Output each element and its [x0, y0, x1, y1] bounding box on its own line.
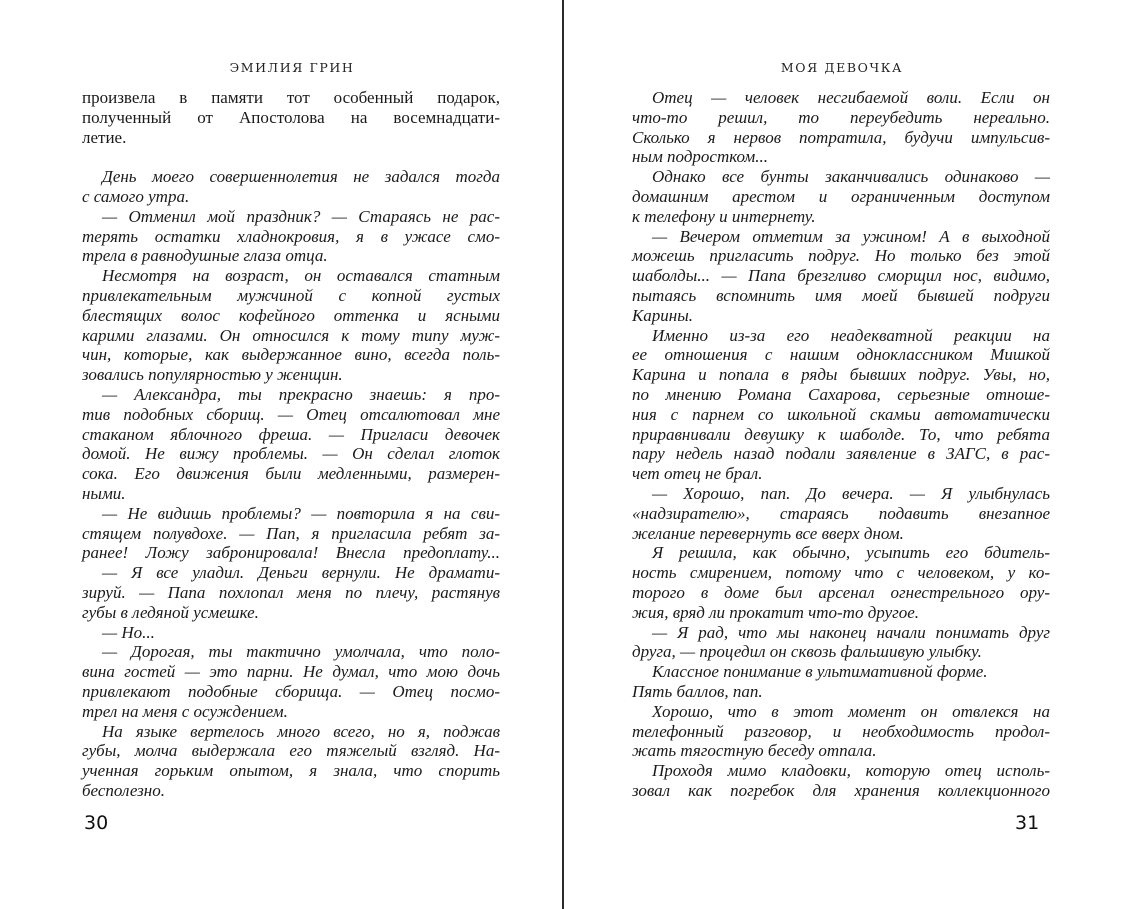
text-line: Хорошо, что в этот момент он отвлекся на	[652, 701, 1050, 721]
text-line: Отец — человек несгибаемой воли. Если он	[652, 88, 1050, 107]
text-line: ным подростком...	[632, 147, 768, 167]
text-line: Сколько я нервов потратила, будучи импульсив-	[632, 127, 1050, 147]
text-line: Пять баллов, пап.	[632, 681, 763, 701]
paragraph-gap	[82, 147, 500, 167]
text-line: — Я рад, что мы наконец начали понимать друг	[652, 622, 1050, 642]
text-line: привлекательным мужчиной с копной густых	[82, 285, 500, 305]
text-line: карими глазами. Он относился к тому типу муж-	[82, 325, 500, 345]
text-line: желание перевернуть все вверх дном.	[632, 523, 904, 543]
text-line: трела в равнодушные глаза отца.	[82, 246, 328, 266]
text-line: Карина и попала в ряды бывших подруг. Увы, но,	[632, 365, 1050, 385]
text-line: зовал как погребок для хранения коллекционного	[632, 780, 1050, 800]
text-line: ранее! Ложу забронировала! Внесла предоплату...	[82, 543, 500, 563]
text-line: — Дорогая, ты тактично умолчала, что поло-	[102, 642, 500, 662]
text-line: «надзирателю», стараясь подавить внезапное	[632, 503, 1050, 523]
text-line: ность смирением, потому что с человеком, у ко-	[632, 563, 1050, 583]
text-line: телефонный разговор, и необходимость продол-	[632, 721, 1050, 741]
text-line: — Александра, ты прекрасно знаешь: я про-	[102, 384, 500, 404]
text-line: шаболды... — Папа брезгливо сморщил нос, видимо,	[632, 266, 1050, 286]
text-line: трел на меня с осуждением.	[82, 701, 288, 721]
text-line: зируй. — Папа похлопал меня по плечу, растянув	[82, 582, 500, 602]
text-line: ее отношения с нашим одноклассником Мишкой	[632, 345, 1050, 365]
left-page-text	[82, 88, 500, 801]
text-line: с самого утра.	[82, 186, 190, 206]
text-line: торого в доме был арсенал огнестрельного ору-	[632, 582, 1050, 602]
text-line: чин, которые, как выдержанное вино, всегда поль-	[82, 345, 500, 365]
text-line: На языке вертелось много всего, но я, поджав	[102, 721, 500, 741]
text-line: по мнению Романа Сахарова, серьезные отноше-	[632, 384, 1050, 404]
text-line: — Хорошо, пап. До вечера. — Я улыбнулась	[652, 483, 1050, 503]
text-line: домашним арестом и ограниченным доступом	[632, 186, 1050, 206]
text-line: Проходя мимо кладовки, которую отец исполь-	[652, 761, 1050, 781]
text-line: — Я все уладил. Деньги вернули. Не драмати-	[102, 563, 500, 583]
text-line: полученный от Апостолова на восемнадцати-	[82, 107, 500, 127]
text-line: пытаясь вспомнить имя моей бывшей подруги	[632, 285, 1050, 305]
text-line: стаканом яблочного фреша. — Пригласи девочек	[82, 424, 500, 444]
text-line: Классное понимание в ультимативной форме.	[652, 662, 988, 682]
text-line: можешь пригласить подруг. Но только без этой	[632, 246, 1050, 266]
text-line: — Отменил мой праздник? — Стараясь не рас-	[102, 206, 500, 226]
right-page-text	[632, 88, 1050, 801]
text-line: День моего совершеннолетия не задался тогда	[102, 167, 500, 187]
text-line: зовались популярностью у женщин.	[82, 365, 343, 385]
text-line: — Вечером отметим за ужином! А в выходной	[652, 226, 1050, 246]
text-line: жия, вряд ли прокатит что-то другое.	[632, 602, 920, 622]
text-line: жать тягостную беседу отпала.	[632, 741, 877, 761]
text-line: Именно из-за его неадекватной реакции на	[652, 325, 1050, 345]
text-line: что-то решил, то переубедить нереально.	[632, 107, 1050, 127]
text-line: приравнивали девушку к шаболде. То, что ребята	[632, 424, 1050, 444]
text-line: сока. Его движения были медленными, размерен-	[82, 464, 500, 484]
text-line: ными.	[82, 483, 126, 503]
text-line: блестящих волос кофейного оттенка и ясными	[82, 305, 500, 325]
text-line: — Не видишь проблемы? — повторила я на сви-	[102, 503, 500, 523]
text-line: летие.	[82, 127, 127, 147]
text-line: — Но...	[102, 622, 155, 642]
text-line: произвела в памяти тот особенный подарок,	[82, 88, 500, 107]
text-line: терять остатки хладнокровия, я в ужасе смо-	[82, 226, 500, 246]
text-line: чет отец не брал.	[632, 464, 763, 484]
text-line: домой. Не вижу проблемы. — Он сделал глоток	[82, 444, 500, 464]
text-line: стящем полувдохе. — Пап, я пригласила ребят за-	[82, 523, 500, 543]
right-page-number: 31	[1015, 812, 1040, 834]
text-line: привлекают подобные сборища. — Отец посмо-	[82, 681, 500, 701]
book-spine-gutter	[562, 0, 564, 909]
text-line: тив подобных сборищ. — Отец отсалютовал мне	[82, 404, 500, 424]
text-line: губы в ледяной усмешке.	[82, 602, 259, 622]
text-line: Я решила, как обычно, усыпить его бдитель-	[652, 543, 1050, 563]
text-line: ния с парнем со школьной скамьи автоматически	[632, 404, 1050, 424]
text-line: Несмотря на возраст, он оставался статным	[102, 266, 500, 286]
text-line: бесполезно.	[82, 780, 165, 800]
text-line: ученная горьким опытом, я знала, что спорить	[82, 761, 500, 781]
text-line: пару недель назад подали заявление в ЗАГС, в рас-	[632, 444, 1050, 464]
text-line: Карины.	[632, 305, 693, 325]
text-line: друга, — процедил он сквозь фальшивую улыбку.	[632, 642, 982, 662]
text-line: Однако все бунты заканчивались одинаково —	[652, 167, 1050, 187]
text-line: вина гостей — это парни. Не думал, что мою дочь	[82, 662, 500, 682]
right-running-header: МОЯ ДЕВОЧКА	[780, 60, 904, 75]
text-line: губы, молча выдержала его тяжелый взгляд. На-	[82, 741, 500, 761]
left-running-header: ЭМИЛИЯ ГРИН	[229, 60, 355, 75]
left-page-number: 30	[84, 812, 109, 834]
text-line: к телефону и интернету.	[632, 206, 816, 226]
